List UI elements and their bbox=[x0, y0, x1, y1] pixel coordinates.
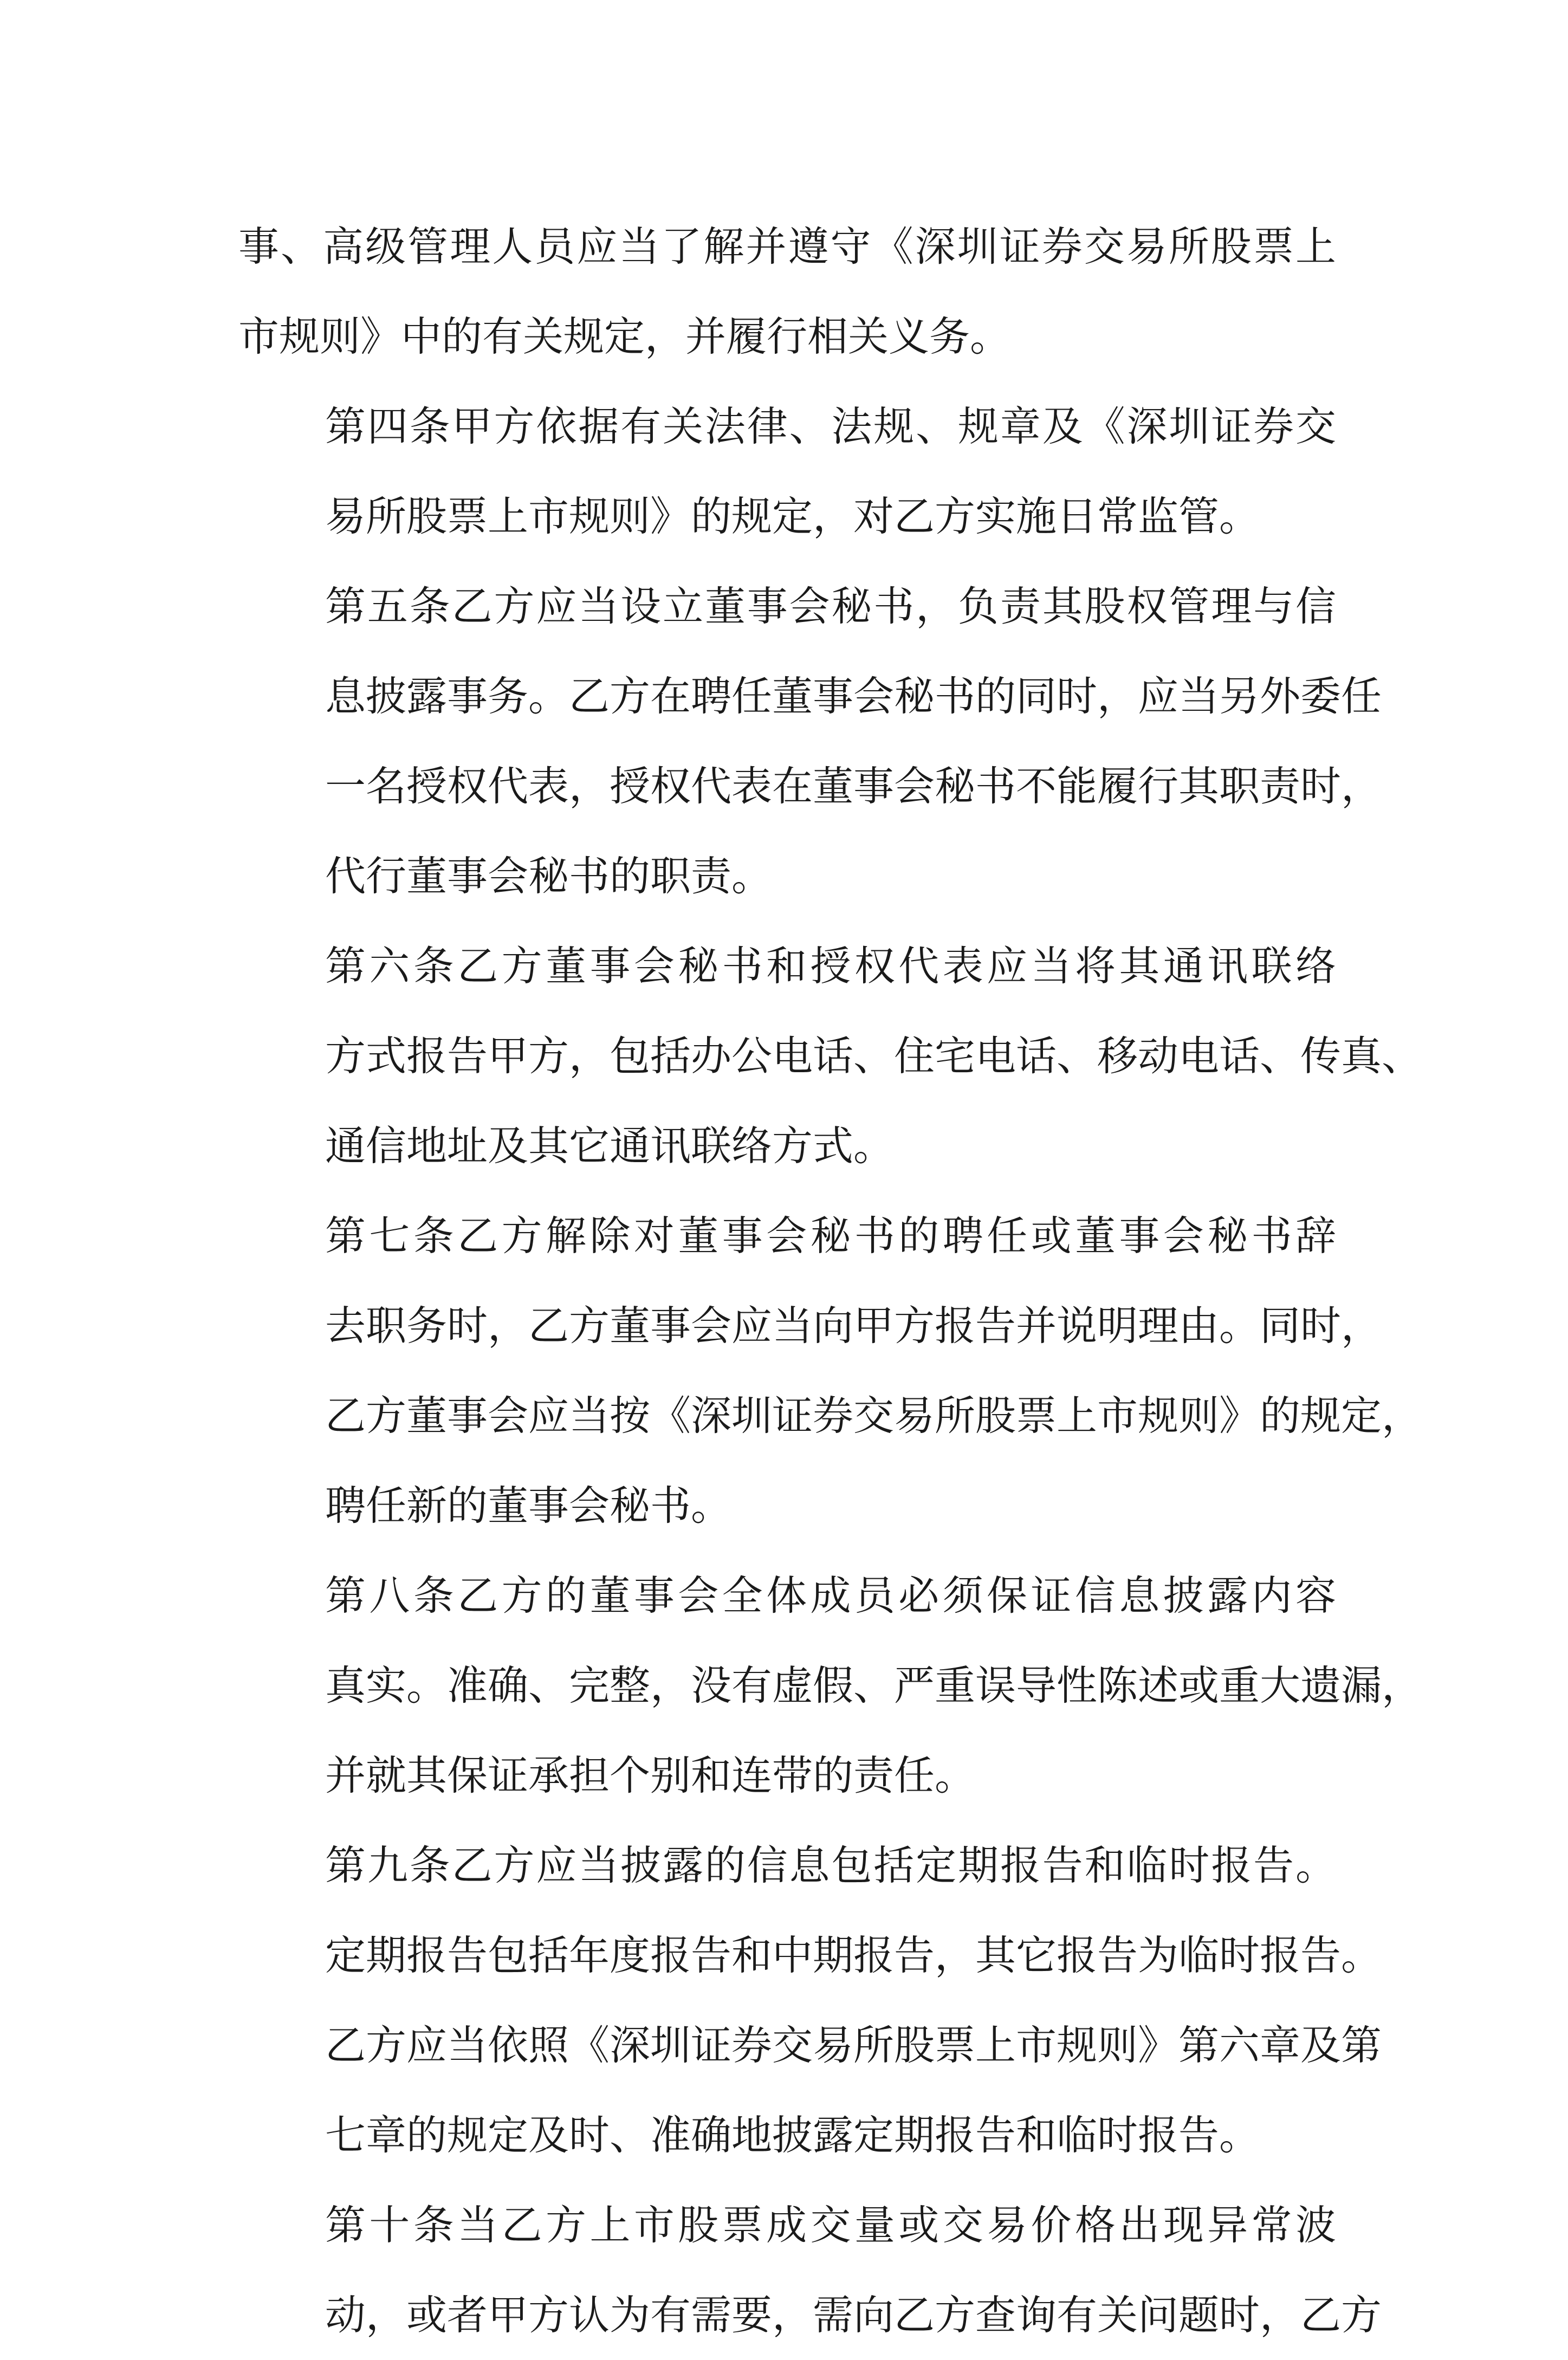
text-line: 通信地址及其它通讯联络方式。 bbox=[325, 1122, 895, 1170]
paragraph-article-10 bbox=[238, 2180, 1382, 2360]
text-line: 第四条甲方依据有关法律、法规、规章及《深圳证券交 bbox=[325, 403, 1336, 450]
text-line: 第九条乙方应当披露的信息包括定期报告和临时报告。 bbox=[325, 1842, 1336, 1889]
text-line: 并就其保证承担个别和连带的责任。 bbox=[325, 1752, 976, 1799]
text-line: 乙方应当依照《深圳证券交易所股票上市规则》第六章及第 bbox=[325, 2021, 1382, 2069]
text-line: 七章的规定及时、准确地披露定期报告和临时报告。 bbox=[325, 2111, 1260, 2159]
text-line: 定期报告包括年度报告和中期报告，其它报告为临时报告。 bbox=[325, 1931, 1382, 1979]
text-line: 易所股票上市规则》的规定，对乙方实施日常监管。 bbox=[325, 492, 1260, 540]
document-body bbox=[238, 202, 1423, 2360]
paragraph-article-9 bbox=[238, 1820, 1382, 2180]
text-line: 方式报告甲方，包括办公电话、住宅电话、移动电话、传真、 bbox=[325, 1032, 1423, 1080]
paragraph-article-6 bbox=[238, 921, 1423, 1191]
paragraph-article-5 bbox=[238, 561, 1382, 921]
text-line: 息披露事务。乙方在聘任董事会秘书的同时，应当另外委任 bbox=[325, 672, 1382, 720]
text-line: 动，或者甲方认为有需要，需向乙方查询有关问题时，乙方 bbox=[325, 2291, 1382, 2339]
text-line: 一名授权代表，授权代表在董事会秘书不能履行其职责时， bbox=[325, 762, 1382, 810]
text-line: 乙方董事会应当按《深圳证券交易所股票上市规则》的规定， bbox=[325, 1392, 1423, 1440]
text-line: 第七条乙方解除对董事会秘书的聘任或董事会秘书辞 bbox=[325, 1212, 1336, 1260]
text-line: 代行董事会秘书的职责。 bbox=[325, 852, 773, 900]
paragraph-article-4 bbox=[238, 381, 1336, 561]
text-line: 第五条乙方应当设立董事会秘书，负责其股权管理与信 bbox=[325, 582, 1336, 630]
text-line: 第六条乙方董事会秘书和授权代表应当将其通讯联络 bbox=[325, 942, 1336, 990]
text-line: 事、高级管理人员应当了解并遵守《深圳证券交易所股票上 bbox=[238, 223, 1336, 270]
text-line: 去职务时，乙方董事会应当向甲方报告并说明理由。同时， bbox=[325, 1302, 1382, 1350]
text-line: 第十条当乙方上市股票成交量或交易价格出现异常波 bbox=[325, 2201, 1336, 2249]
paragraph-article-7 bbox=[238, 1191, 1423, 1551]
text-line: 聘任新的董事会秘书。 bbox=[325, 1482, 732, 1529]
text-line: 市规则》中的有关规定，并履行相关义务。 bbox=[238, 313, 1011, 360]
text-line: 第八条乙方的董事会全体成员必须保证信息披露内容 bbox=[325, 1572, 1336, 1619]
text-line: 真实。准确、完整，没有虚假、严重误导性陈述或重大遗漏， bbox=[325, 1662, 1423, 1709]
paragraph-continuation bbox=[238, 202, 1336, 381]
paragraph-article-8 bbox=[238, 1551, 1423, 1820]
